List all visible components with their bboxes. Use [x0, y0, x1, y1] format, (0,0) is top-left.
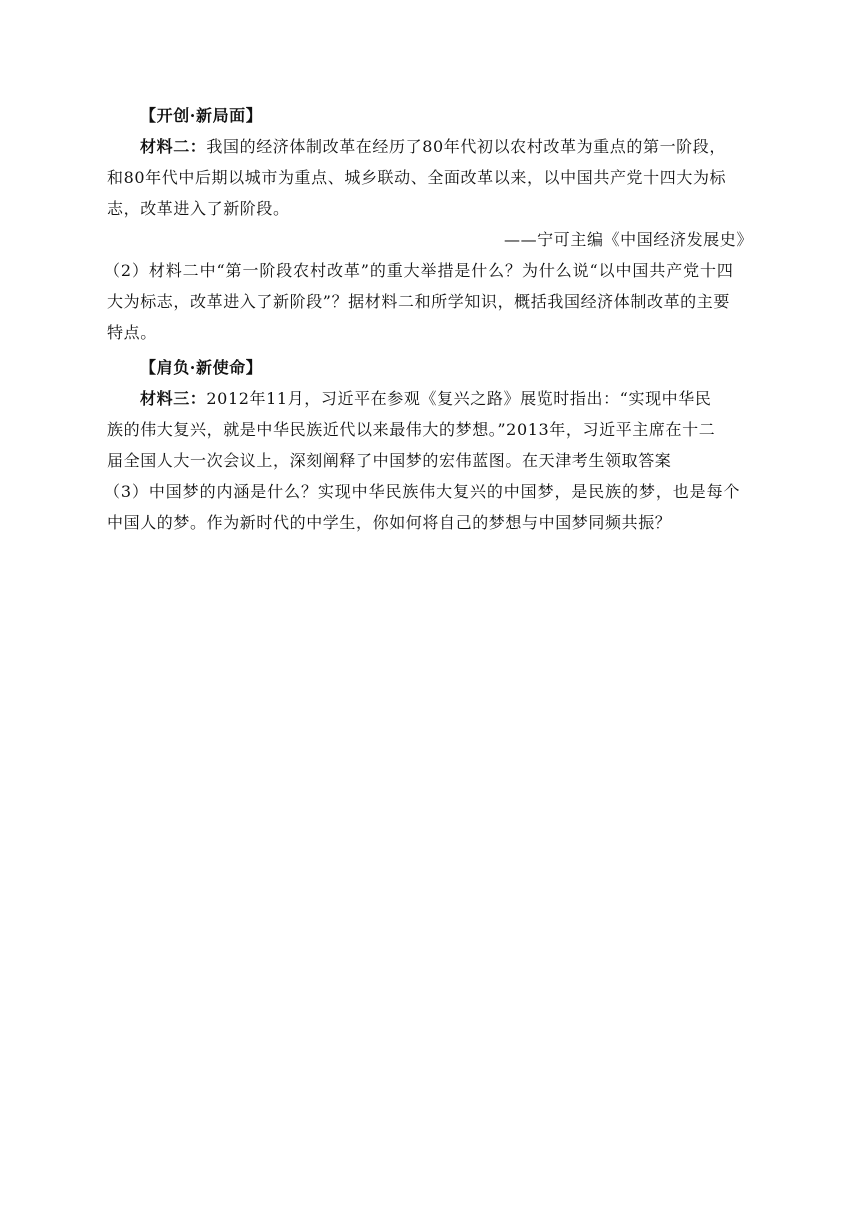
material-three-line-2: 族的伟大复兴，就是中华民族近代以来最伟大的梦想。”2013年，习近平主席在十二	[107, 420, 716, 439]
material-three-text-1: 2012年11月，习近平在参观《复兴之路》展览时指出：“实现中华民	[206, 389, 712, 408]
question-2-line-2: 大为标志，改革进入了新阶段”？据材料二和所学知识，概括我国经济体制改革的主要	[107, 292, 730, 311]
material-two-label: 材料二：	[140, 137, 207, 156]
section-heading-kaichuang: 【开创·新局面】	[140, 106, 263, 125]
material-two-text-1: 我国的经济体制改革在经历了80年代初以农村改革为重点的第一阶段，	[206, 137, 726, 156]
material-two-source: ——宁可主编《中国经济发展史》	[503, 230, 753, 249]
material-three-line-1	[107, 383, 753, 414]
material-three-label: 材料三：	[140, 389, 207, 408]
document-page	[104, 100, 753, 538]
question-3-line-1: （3）中国梦的内涵是什么？实现中华民族伟大复兴的中国梦，是民族的梦，也是每个	[104, 482, 741, 501]
material-two-line-1	[107, 131, 753, 162]
material-two-line-3: 志，改革进入了新阶段。	[107, 199, 290, 218]
question-2-line-3: 特点。	[107, 323, 157, 342]
material-three-line-3: 届全国人大一次会议上，深刻阐释了中国梦的宏伟蓝图。在天津考生领取答案	[107, 451, 672, 470]
question-3-line-2: 中国人的梦。作为新时代的中学生，你如何将自己的梦想与中国梦同频共振？	[107, 513, 672, 532]
section-heading-jianfu: 【肩负·新使命】	[140, 358, 263, 377]
material-two-line-2: 和80年代中后期以城市为重点、城乡联动、全面改革以来，以中国共产党十四大为标	[107, 168, 727, 187]
question-2-line-1: （2）材料二中“第一阶段农村改革”的重大举措是什么？为什么说“以中国共产党十四	[104, 261, 734, 280]
